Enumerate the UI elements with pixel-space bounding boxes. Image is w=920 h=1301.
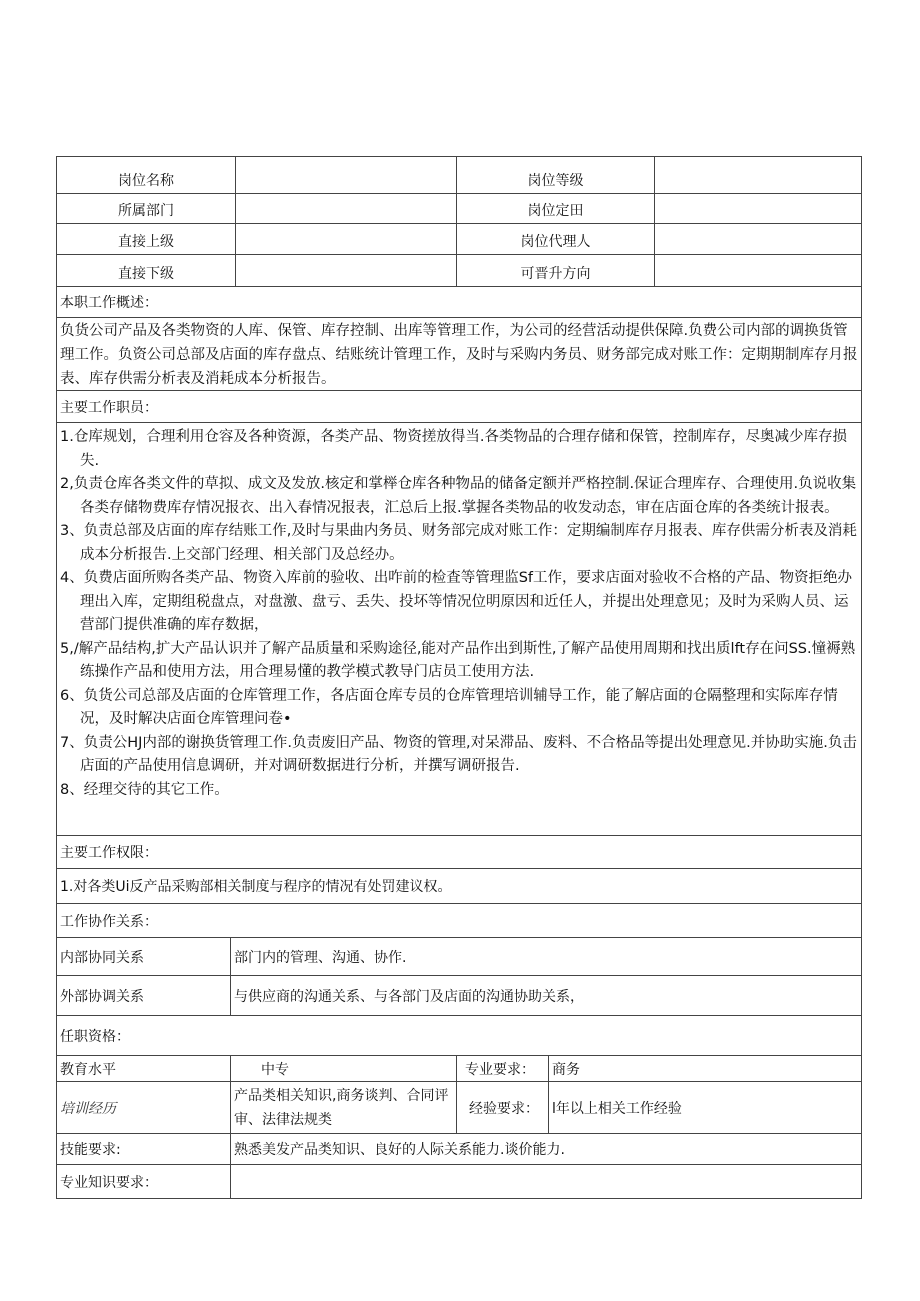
internal-label: 内部协同关系 — [56, 937, 231, 976]
major-label: 专业要求： — [456, 1055, 549, 1082]
train-label: 培训经历 — [56, 1081, 231, 1134]
duty-item: 8、经理交待的其它工作。 — [60, 781, 229, 798]
skill-value: 熟悉美发产品类知识、良好的人际关系能力.谈价能力. — [230, 1133, 862, 1165]
qualification-title: 任职资格： — [56, 1015, 862, 1056]
field-value[interactable] — [654, 156, 862, 194]
field-value[interactable] — [235, 193, 457, 224]
field-value[interactable] — [235, 156, 457, 194]
cooperation-title: 工作协作关系： — [56, 903, 862, 938]
edu-label: 教育水平 — [56, 1055, 231, 1082]
duty-item: 1.仓库规划，合理利用仓容及各种资源，各类产品、物资搓放得当.各类物品的合理存储和保管，控制库存，尽奥减少库存损失. — [60, 429, 847, 469]
duty-item: 6、负货公司总部及店面的仓库管理工作，各店面仓库专员的仓库管理培训辅导工作，能了解店面的仓隔整理和实际库存情况，及时解决店面仓库管理问卷• — [60, 687, 838, 727]
internal-text: 部门内的管理、沟通、协作. — [230, 937, 862, 976]
duty-item: 5,/解产品结构,扩大产品认识并了解产品质量和采购途径,能对产品作出到斯性,了解产品使用周期和找出质lft存在问SS.憧褥熟练操作产品和使用方法，用合理易懂的教学模式教导门店员工使用方法. — [60, 640, 856, 680]
field-value[interactable] — [654, 223, 862, 255]
authority-text: 1.对各类Ui反产品采购部相关制度与程序的情况有处罚建议权。 — [56, 868, 862, 904]
external-label: 外部协调关系 — [56, 975, 231, 1016]
field-label: 所属部门 — [56, 193, 236, 224]
field-value[interactable] — [654, 193, 862, 224]
field-label: 岗位定田 — [456, 193, 655, 224]
field-label: 岗位名称 — [56, 156, 236, 194]
field-value[interactable] — [654, 254, 862, 287]
summary-title: 本职工作概述： — [56, 286, 862, 318]
field-value[interactable] — [235, 223, 457, 255]
field-label: 直接上级 — [56, 223, 236, 255]
duty-item: 3、负责总部及店面的库存结账工作,及时与果曲内务员、财务部完成对账工作：定期编制库存月报表、库存供需分析表及消耗成本分析报告.上交部门经理、相关部门及总经办。 — [60, 523, 857, 563]
duty-item: 7、负责公HJ内部的谢换货管理工作.负责废旧产品、物资的管理,对呆滞品、废料、不合格品等提出处理意见.并协助实施.负击店面的产品使用信息调研，并对调研数据进行分析，并撰写调研报告. — [60, 734, 857, 774]
field-label: 岗位等级 — [456, 156, 655, 194]
field-label: 直接下级 — [56, 254, 236, 287]
exp-value: l年以上相关工作经验 — [548, 1081, 862, 1134]
field-label: 可晋升方向 — [456, 254, 655, 287]
field-value[interactable] — [235, 254, 457, 287]
external-text: 与供应商的沟通关系、与各部门及店面的沟通协助关系， — [230, 975, 862, 1016]
authority-title: 主要工作权限： — [56, 835, 862, 869]
duties-list — [56, 422, 862, 836]
train-value: 产品类相关知识,商务谈判、合同评审、法律法规类 — [230, 1081, 457, 1134]
major-value: 商务 — [548, 1055, 862, 1082]
edu-value: 中专 — [230, 1055, 457, 1082]
knowledge-value[interactable] — [230, 1164, 862, 1199]
duty-item: 4、负费店面所购各类产品、物资入库前的验收、出咋前的检査等管理监Sf工作，要求店面对验收不合格的产品、物资拒绝办理出入库，定期组税盘点，对盘激、盘亏、丢失、投坏等情况位明原因和近任人，并提出处理意见；及时为采购人员、运营部门提供准确的库存数据， — [60, 570, 853, 633]
skill-label: 技能要求: — [56, 1133, 231, 1165]
duty-item: 2,负责仓库各类文件的草拟、成文及发放.核定和掌榉仓库各种物品的储备定额并严格控制.保证合理库存、合理使用.负说收集各类存储物费库存情况报衣、出入春情况报表，汇总后上报.掌握各类物品的收发动态，审在店面仓库的各类统计报表。 — [60, 476, 857, 516]
field-label: 岗位代理人 — [456, 223, 655, 255]
summary-text: 负货公司产品及各类物资的人库、保管、库存控制、出库等管理工作，为公司的经营活动提供保障.负费公司内部的调换货管理工作。负资公司总部及店面的库存盘点、结账统计管理工作，及时与采购内务员、财务部完成对账工作：定期期制库存月报表、库存供需分析表及消耗成本分析报告。 — [56, 317, 862, 391]
exp-label: 经验要求： — [456, 1081, 549, 1134]
knowledge-label: 专业知识要求： — [56, 1164, 231, 1199]
duties-title: 主要工作职员： — [56, 390, 862, 423]
